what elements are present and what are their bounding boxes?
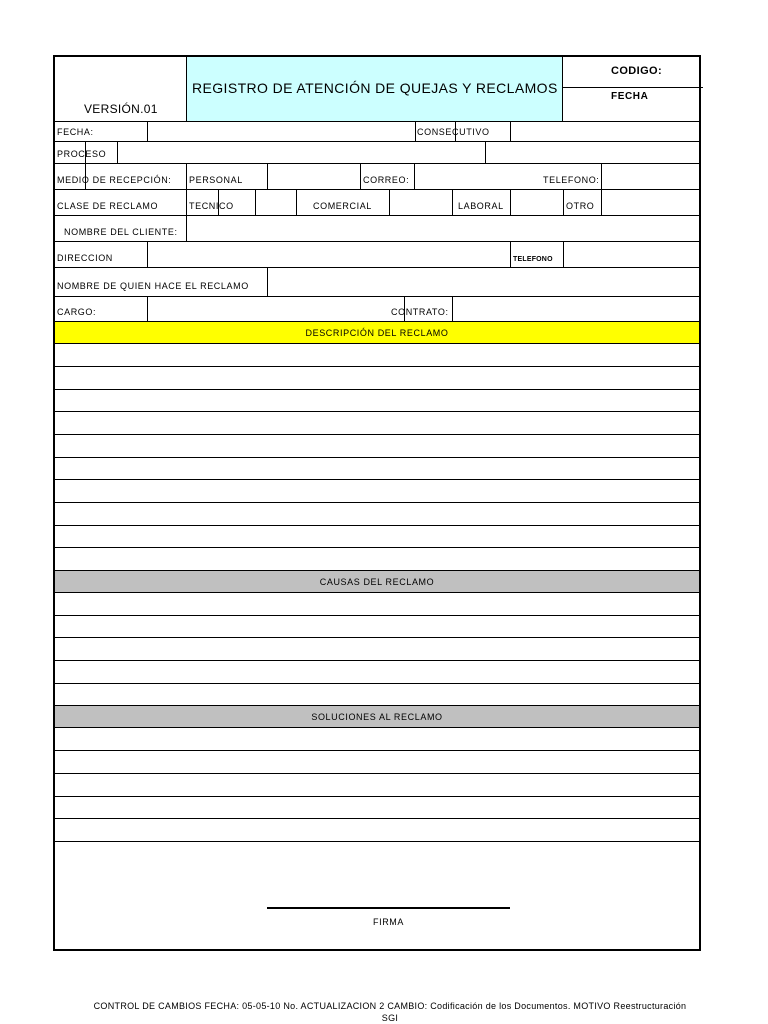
form-frame — [53, 55, 701, 951]
footer-line-1: CONTROL DE CAMBIOS FECHA: 05-05-10 No. ACTUALIZACION 2 CAMBIO: Codificación de los Documentos. MOTIVO Reestructuración — [93, 1001, 687, 1011]
fecha-header-label: FECHA — [611, 91, 649, 102]
contrato-label: CONTRATO: — [391, 307, 449, 317]
form-title: REGISTRO DE ATENCIÓN DE QUEJAS Y RECLAMOS — [192, 80, 558, 96]
soluciones-title: SOLUCIONES AL RECLAMO — [311, 712, 443, 722]
soluciones-header — [55, 705, 699, 728]
version-label: VERSIÓN.01 — [84, 102, 158, 116]
signature-line — [267, 907, 510, 909]
otro-label: OTRO — [566, 201, 595, 211]
nombre-quien-label: NOMBRE DE QUIEN HACE EL RECLAMO — [57, 281, 249, 291]
firma-label: FIRMA — [373, 917, 404, 927]
consecutivo-label: CONSECUTIVO — [417, 127, 490, 137]
comercial-label: COMERCIAL — [313, 201, 372, 211]
medio-recepcion-label: MEDIO DE RECEPCIÓN: — [57, 175, 172, 185]
cargo-label: CARGO: — [57, 307, 97, 317]
direccion-label: DIRECCION — [57, 253, 113, 263]
personal-label: PERSONAL — [189, 175, 243, 185]
laboral-label: LABORAL — [458, 201, 504, 211]
correo-label: CORREO: — [363, 175, 410, 185]
fecha-label: FECHA: — [57, 127, 94, 137]
descripcion-title: DESCRIPCIÓN DEL RECLAMO — [305, 328, 449, 338]
causas-title: CAUSAS DEL RECLAMO — [319, 577, 435, 587]
telefono-label: TELEFONO — [513, 256, 553, 263]
descripcion-header — [55, 321, 699, 344]
proceso-label: PROCESO — [57, 149, 107, 159]
control-cambios-footer — [60, 1000, 720, 1024]
causas-header — [55, 570, 699, 593]
clase-reclamo-label: CLASE DE RECLAMO — [57, 201, 159, 211]
codigo-label: CODIGO: — [611, 65, 663, 77]
nombre-cliente-label: NOMBRE DEL CLIENTE: — [64, 227, 178, 237]
footer-line-2: SGI — [381, 1013, 399, 1023]
telefono-medio-label: TELEFONO: — [543, 175, 600, 185]
tecnico-label: TECNICO — [189, 201, 234, 211]
